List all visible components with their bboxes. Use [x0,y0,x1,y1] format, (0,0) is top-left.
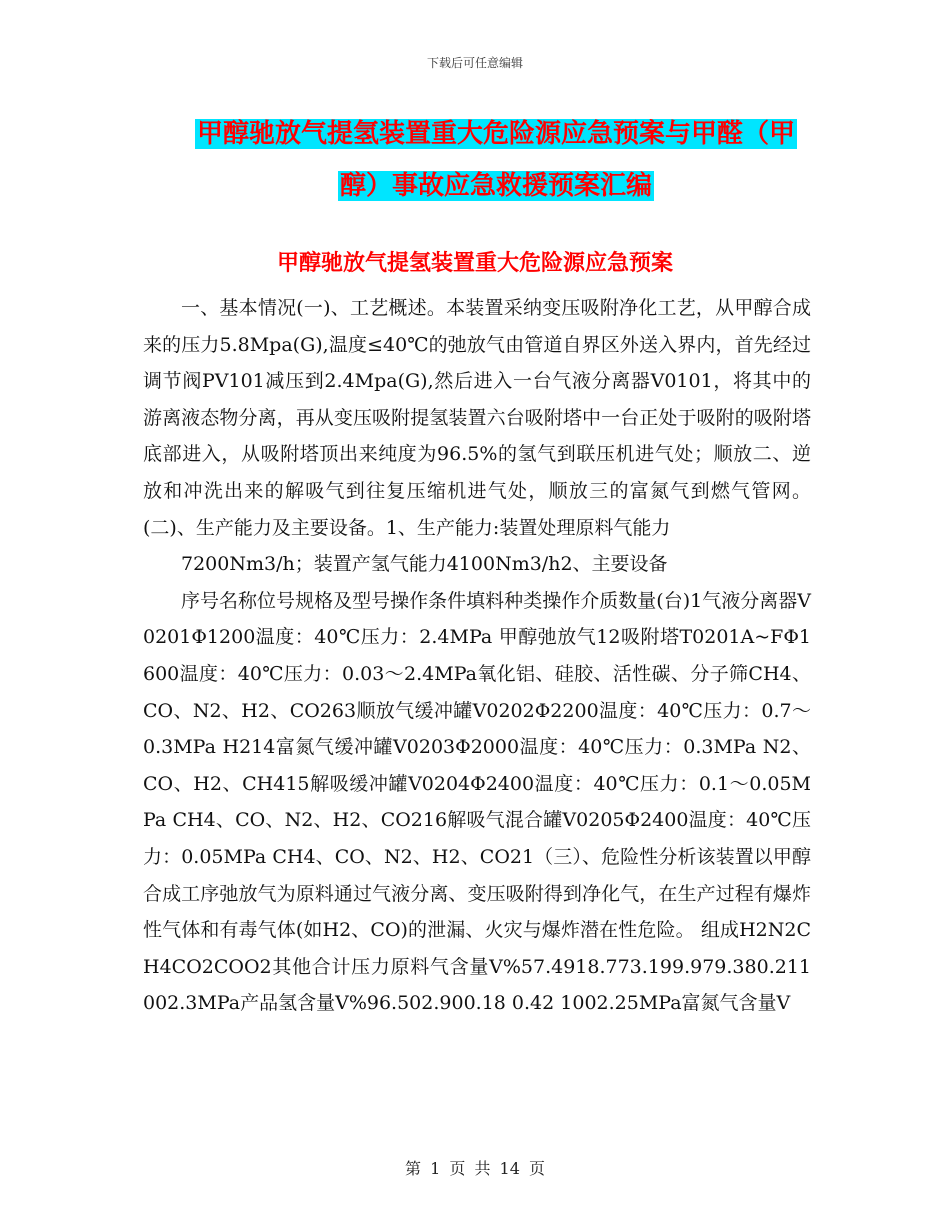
header-note: 下载后可任意编辑 [426,56,523,70]
document-title-text: 甲醇驰放气提氢装置重大危险源应急预案与甲醛（甲醇）事故应急救援预案汇编 [196,119,795,201]
document-title [180,108,812,212]
page-number: 第 1 页 共 14 页 [405,1159,545,1178]
paragraph-capacity: 7200Nm3/h；装置产氢气能力4100Nm3/h2、主要设备 [181,553,668,576]
paragraph-basic-info: 一、基本情况(一)、工艺概述。本装置采纳变压吸附净化工艺，从甲醇合成来的压力5.8Mpa(G),温度≤40℃的弛放气由管道自界区外送入界内，首先经过调节阀PV101减压到2.4Mpa(G),然后进入一台气液分离器V0101，将其中的游离液态物分离，再从变压吸附提氢装置六台吸附塔中一台正处于吸附的吸附塔底部进入，从吸附塔顶出来纯度为96.5%的氢气到联压机进气处；顺放二、逆放和冲洗出来的解吸气到往复压缩机进气处，顺放三的富氮气到燃气管网。(二)、生产能力及主要设备。1、生产能力:装置处理原料气能力 [143,297,811,539]
body-text [143,290,811,1022]
paragraph-equipment: 序号名称位号规格及型号操作条件填料种类操作介质数量(台)1气液分离器V0201Φ1200温度：40℃压力：2.4MPa 甲醇弛放气12吸附塔T0201A~FΦ1600温度：40℃压力：0.03～2.4MPa氧化铝、硅胶、活性碳、分子筛CH4、CO、N2、H2、CO263顺放气缓冲罐V0202Φ2200温度：40℃压力：0.7～0.3MPa H214富氮气缓冲罐V0203Φ2000温度：40℃压力：0.3MPa N2、CO、H2、CH415解吸缓冲罐V0204Φ2400温度：40℃压力：0.1～0.05MPa CH4、CO、N2、H2、CO216解吸气混合罐V0205Φ2400温度：40℃压力：0.05MPa CH4、CO、N2、H2、CO21（三）、危险性分析该装置以甲醇合成工序弛放气为原料通过气液分离、变压吸附得到净化气，在生产过程有爆炸性气体和有毒气体(如H2、CO)的泄漏、火灾与爆炸潜在性危险。 组成H2N2CH4CO2COO2其他合计压力原料气含量V%57.4918.773.199.979.380.211002.3MPa产品氢含量V%96.502.900.18 0.42 1002.25MPa富氮气含量V [143,589,811,1015]
section-title: 甲醇驰放气提氢装置重大危险源应急预案 [276,250,673,276]
